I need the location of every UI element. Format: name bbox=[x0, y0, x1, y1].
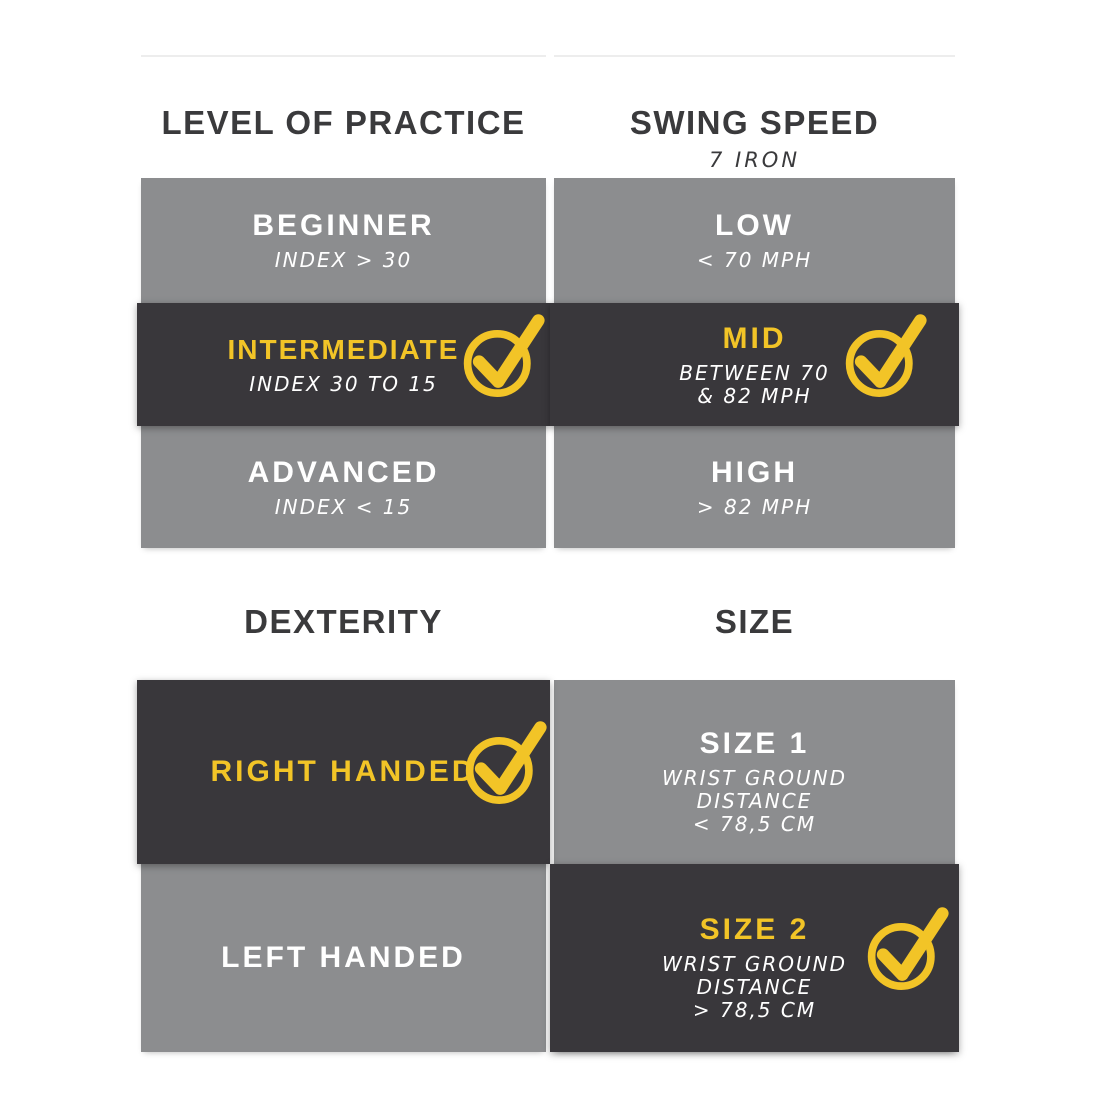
level-of-practice-options bbox=[141, 178, 546, 548]
option-high[interactable] bbox=[554, 426, 955, 548]
option-low[interactable] bbox=[554, 178, 955, 303]
swing-speed-options bbox=[554, 178, 955, 548]
option-right-handed[interactable] bbox=[137, 680, 550, 864]
option-sublabel-group bbox=[662, 767, 847, 836]
check-circle-icon bbox=[863, 897, 951, 993]
option-label: ADVANCED bbox=[247, 455, 440, 489]
option-sublabel: > 82 MPH bbox=[696, 494, 813, 519]
option-size-1[interactable] bbox=[554, 680, 955, 864]
size-title: SIZE bbox=[714, 603, 795, 640]
option-sublabel: INDEX > 30 bbox=[274, 248, 413, 272]
option-label: HIGH bbox=[711, 455, 798, 489]
option-advanced[interactable] bbox=[141, 426, 546, 548]
check-circle-icon bbox=[841, 304, 929, 400]
option-sublabel: > 78,5 CM bbox=[692, 997, 817, 1022]
option-beginner[interactable] bbox=[141, 178, 546, 303]
swing-speed-title: SWING SPEED bbox=[629, 104, 880, 141]
option-sublabel: WRIST GROUND bbox=[662, 951, 847, 976]
option-sublabel-group bbox=[679, 362, 829, 408]
option-label: BEGINNER bbox=[252, 209, 435, 242]
option-sublabel-group bbox=[662, 953, 847, 1022]
option-sublabel: BETWEEN 70 bbox=[679, 360, 830, 385]
option-intermediate[interactable] bbox=[137, 303, 550, 426]
option-label: RIGHT HANDED bbox=[210, 755, 477, 788]
dexterity-options bbox=[141, 680, 546, 1052]
swing-speed-subtitle: 7 IRON bbox=[708, 148, 801, 172]
option-sublabel: DISTANCE bbox=[696, 974, 813, 999]
option-label: LOW bbox=[715, 209, 794, 242]
check-circle-icon bbox=[459, 304, 547, 400]
level-of-practice-title: LEVEL OF PRACTICE bbox=[161, 104, 526, 141]
option-sublabel: & 82 MPH bbox=[697, 383, 812, 408]
option-label: SIZE 1 bbox=[699, 726, 810, 760]
option-mid[interactable] bbox=[550, 303, 959, 426]
option-sublabel: INDEX < 15 bbox=[274, 494, 413, 519]
option-label: MID bbox=[722, 321, 787, 355]
option-sublabel: < 78,5 CM bbox=[692, 811, 817, 836]
top-divider-right bbox=[554, 55, 955, 57]
size-options bbox=[554, 680, 955, 1052]
dexterity-title: DEXTERITY bbox=[244, 603, 443, 640]
option-label: SIZE 2 bbox=[699, 912, 810, 946]
option-sublabel: WRIST GROUND bbox=[662, 765, 847, 790]
option-label: INTERMEDIATE bbox=[227, 334, 460, 365]
option-sublabel: < 70 MPH bbox=[696, 248, 813, 272]
option-left-handed[interactable] bbox=[141, 864, 546, 1052]
option-size-2[interactable] bbox=[550, 864, 959, 1052]
option-sublabel: INDEX 30 TO 15 bbox=[249, 372, 438, 396]
option-sublabel: DISTANCE bbox=[696, 788, 813, 813]
top-divider-left bbox=[141, 55, 546, 57]
option-label: LEFT HANDED bbox=[221, 941, 466, 974]
